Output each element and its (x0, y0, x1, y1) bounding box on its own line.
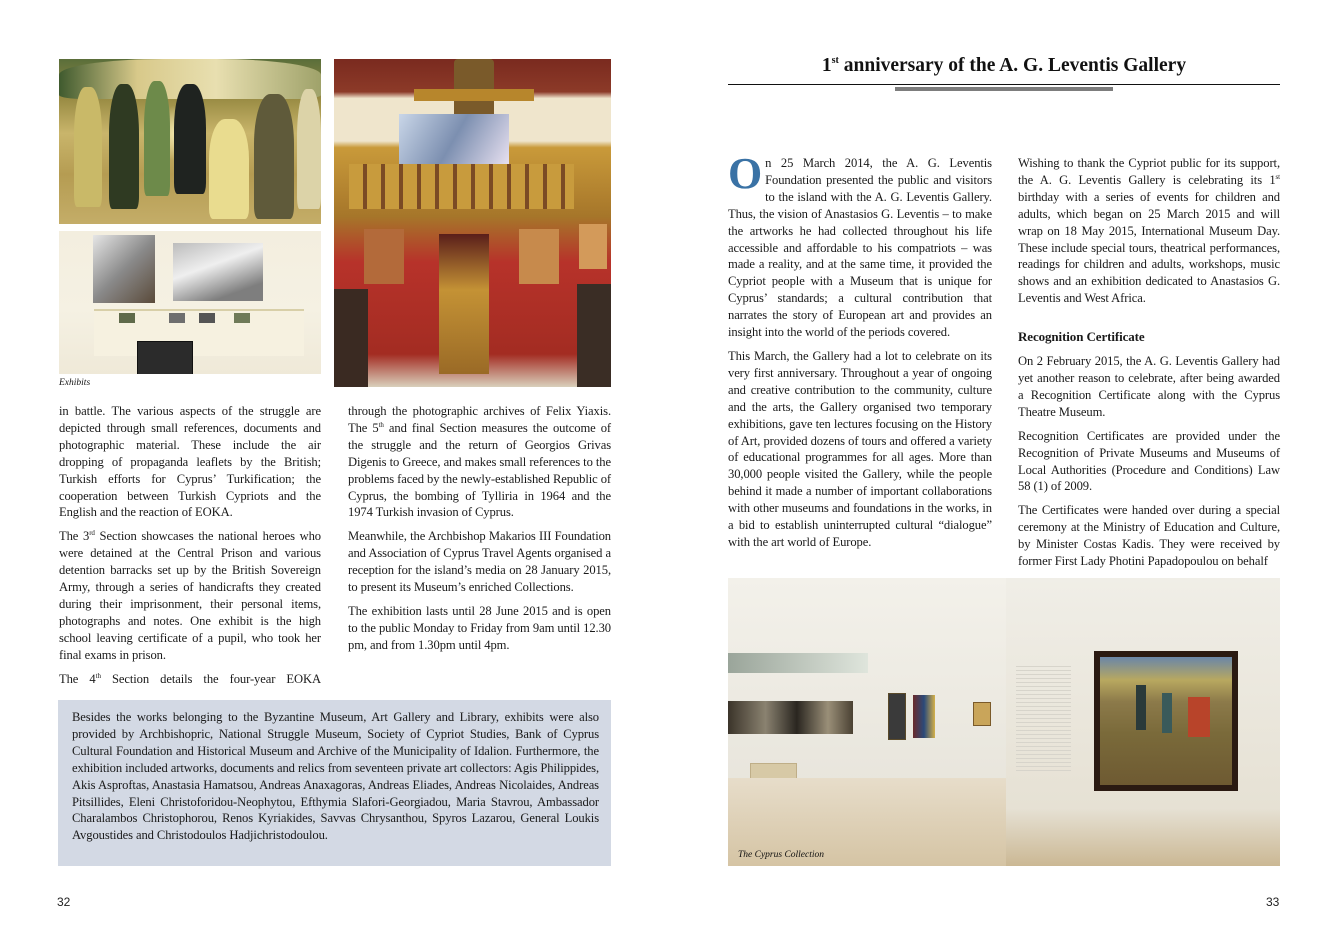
ordinal-superscript: st (831, 55, 839, 66)
paragraph (1018, 155, 1280, 307)
text-span: n 25 March 2014, the A. G. Leventis Foundation presented the public and visitors to the island with the A. G. Leventis Gallery. Thus, the vision of Anastasios G. Leventis – to make the artworks he had collected throughout his life accessible and affordable to his compatriots – was made a reality, and at the same time, it provided the Cypriot people with a Museum that is unique for Cyprus’ standards; a cultural contribution that narrates the story of European art and provides an insight into the world of the periods covered. (728, 156, 992, 340)
article-title (728, 55, 1280, 77)
contributors-text: Besides the works belonging to the Byzantine Museum, Art Gallery and Library, exhibits were also provided by Archbishopric, National Struggle Museum, Society of Cypriot Studies, Bank of Cyprus Cultural Foundation and Historical Museum and Archive of the Municipality of Idalion. Furthermore, the exhibition included artworks, documents and relics from seventeen private art collectors: Agis Philippides, Akis Asproftas, Anastasia Hamatsou, Andreas Anaxagoras, Andreas Eliades, Andreas Nicolaides, Andreas Pitsillides, Eleni Christoforidou-Neophytou, Efthymia Slafori-Georgiadou, Maria Stavrou, Ambassador Charalambos Christophorou, Renos Kyriakides, Savvas Chrysanthou, Spyros Lazarou, General Loukis Avgoustides and Christodoulos Hadjichristodoulou. (72, 710, 599, 843)
text-span: through the photographic archives of Felix Yiaxis. The 5 (348, 404, 611, 435)
paragraph: The Certificates were handed over during a special ceremony at the Ministry of Education and Culture, by Minister Costas Kadis. They were received by former First Lady Photini Papadopoulou on behalf (1018, 503, 1280, 569)
ordinal-superscript: th (378, 420, 384, 429)
paragraph (348, 403, 611, 521)
paragraph: The exhibition lasts until 28 June 2015 and is open to the public Monday to Friday from 9am until 12.30 pm, and from 1.30pm until 4pm. (348, 603, 611, 652)
title-rule (728, 84, 1280, 85)
text-span: 1 (821, 55, 832, 76)
right-column-1 (728, 149, 992, 558)
paragraph (59, 528, 321, 663)
exhibits-room-image (59, 231, 321, 374)
text-span: birthday with a series of events for children and adults, which began on 25 March 2015 and will wrap on 18 May 2015, International Museum Day. These include special tours, theatrical performances, readings for children and adults, workshops, music shows and an exhibition dedicated to Anastasios G. Leventis and West Africa. (1018, 189, 1280, 306)
drop-cap: O (728, 149, 763, 198)
ordinal-superscript: rd (89, 529, 95, 538)
gallery-caption: The Cyprus Collection (738, 850, 825, 860)
ordinal-superscript: st (1275, 172, 1280, 181)
ordinal-superscript: th (95, 671, 101, 680)
paragraph: in battle. The various aspects of the struggle are depicted through small references, documents and photographic material. These include the air dropping of propaganda leaflets by the British; Turkish efforts for Cyprus’ Turkification; the cooperation between Turkish Cypriots and the English and the reaction of EOKA. (59, 404, 321, 520)
left-column-1 (59, 403, 321, 695)
text-span: anniversary of the A. G. Leventis Gallery (838, 55, 1187, 76)
paragraph (59, 671, 321, 688)
page-number-right: 33 (1266, 895, 1280, 909)
title-accent-bar (895, 87, 1113, 91)
text-span: Section showcases the national heroes who were detained at the Central Prison and various detention barracks set up by the British Sovereign Army, through a series of handicrafts they created during their imprisonment, their personal items, photographs and notes. One exhibit is the high school leaving certificate of a pupil, who took her final exams in prison. (59, 529, 321, 662)
text-span: The 4 (59, 671, 96, 686)
paragraph: This March, the Gallery had a lot to celebrate on its very first anniversary. Throughout a year of ongoing and creative contribution to the community, culture and the arts, the Gallery organised two temporary exhibitions, gave ten lectures focusing on the History of Art, provided dozens of tours and offered a variety of educational programmes for all ages. More than 30,000 people visited the Gallery, while the people behind it made a number of important collaborations with other museums and foundations in the works, in a bid to establish uninterrupted cultural “dialogue” with the art world of Europe. (728, 348, 992, 549)
paragraph: On 2 February 2015, the A. G. Leventis Gallery had yet another reason to celebrate, after being awarded a Recognition Certificate along with the Cyprus Theatre Museum. (1018, 354, 1280, 419)
right-column-2 (1018, 155, 1280, 577)
iconostasis-image (334, 59, 611, 387)
recognition-certificate-heading: Recognition Certificate (1018, 329, 1145, 345)
text-span: and final Section measures the outcome of the struggle and the return of Georgios Grivas Digenis to Greece, and makes small references to the problems faced by the newly-established Republic of Cyprus, the bombing of Tylliria in 1964 and the 1974 Turkish invasion of Cyprus. (348, 420, 611, 520)
left-column-2 (348, 403, 611, 661)
text-span: Section details the four-year EOKA (100, 671, 321, 686)
exhibits-caption: Exhibits (59, 378, 91, 388)
paragraph: Recognition Certificates are provided under the Recognition of Private Museums and Museums of Local Authorities (Procedure and Conditions) Law 58 (1) of 2009. (1018, 428, 1280, 494)
text-span: Wishing to thank the Cypriot public for its support, the A. G. Leventis Gallery is celebrating its 1 (1018, 156, 1280, 187)
eoka-painting-image (59, 59, 321, 224)
text-span: The 3 (59, 529, 90, 544)
cyprus-collection-gallery-image (728, 578, 1280, 866)
contributors-box (58, 700, 611, 866)
paragraph (728, 149, 992, 341)
page-number-left: 32 (57, 895, 71, 909)
paragraph: Meanwhile, the Archbishop Makarios III Foundation and Association of Cyprus Travel Agents organised a reception for the island’s media on 28 January 2015, to present its Museum’s enriched Collections. (348, 529, 611, 595)
